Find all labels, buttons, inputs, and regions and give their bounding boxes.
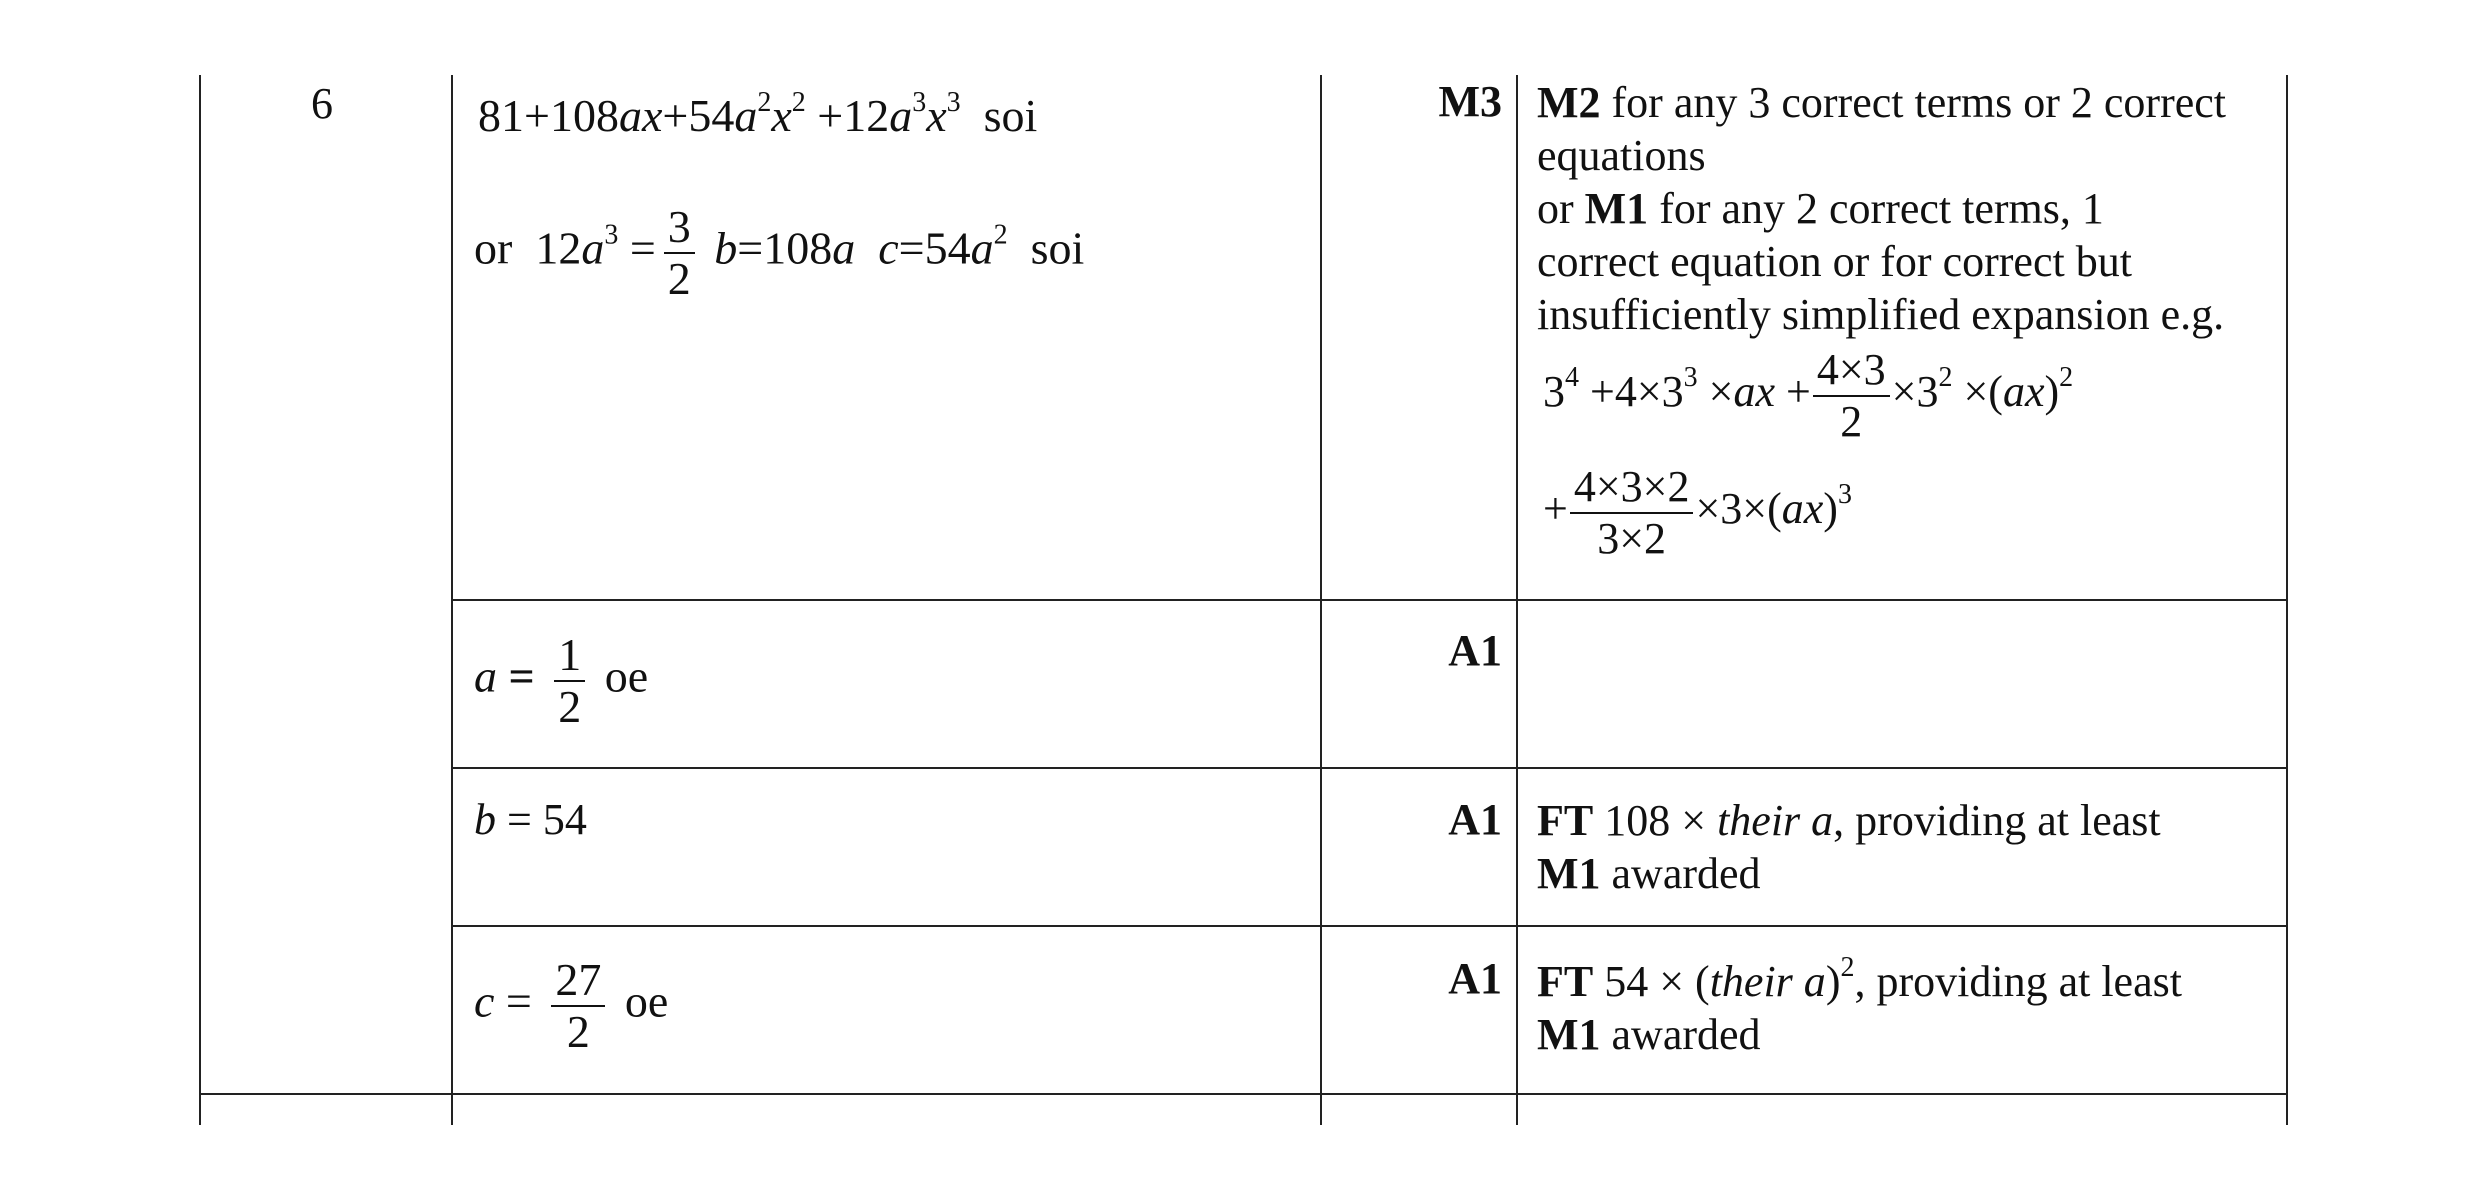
answer-a: a = $\frac{1}{2}$ oe <box>474 629 649 732</box>
row-divider-1 <box>451 599 2288 601</box>
mark-a1-row4: A1 <box>1448 954 1502 1003</box>
guidance-row4: FT 54 × (their a)$^2$, providing at least M1 awarded <box>1537 952 2182 1059</box>
fraction: $\frac{4\times 3}{2}$ <box>1813 345 1890 447</box>
mark-a1-row3: A1 <box>1448 795 1502 844</box>
fraction: $\frac{3}{2}$ <box>664 202 695 304</box>
mark-a1-row2: A1 <box>1448 626 1502 675</box>
mark-m3: M3 <box>1438 77 1502 126</box>
fraction: $\frac{27}{2}$ <box>551 955 605 1057</box>
row-divider-2 <box>451 767 2288 769</box>
fraction: $\frac{1}{2}$ <box>554 630 585 732</box>
table-left-border <box>199 75 201 1125</box>
expansion-example-line2: + $\frac{4\times 3\times 2}{3\times 2}$ ×3×(ax)$^3$ <box>1543 462 1852 563</box>
guidance-row3: FT 108 × their a, providing at least M1 awarded <box>1537 796 2161 898</box>
question-number: 6 <box>311 79 333 128</box>
guidance-row1: M2 for any 3 correct terms or 2 correct equations or M1 for any 2 correct terms, 1 correct equation or for correct but insufficiently simplified expansion e.g. <box>1537 78 2227 339</box>
table-bottom-border <box>199 1093 2288 1095</box>
equations-answer: or $12a^3$ = $\frac{3}{2}$ b=108a $c=54a^2$ soi <box>474 201 1085 304</box>
row-divider-3 <box>451 925 2288 927</box>
answer-c: c = $\frac{27}{2}$ oe <box>474 954 669 1057</box>
answer-b: b = 54 <box>474 795 587 844</box>
expansion-example-line1: $3^4 +4\times 3^3 \times ax$ + $\frac{4\times 3}{2}$ $\times 3^2 \times(ax)^2$ <box>1543 345 2074 446</box>
fraction: $\frac{4\times 3\times 2}{3\times 2}$ <box>1570 462 1694 564</box>
expansion-answer: $81+108ax+54a^2x^2 +12a^3x^3$ soi <box>478 87 1038 141</box>
